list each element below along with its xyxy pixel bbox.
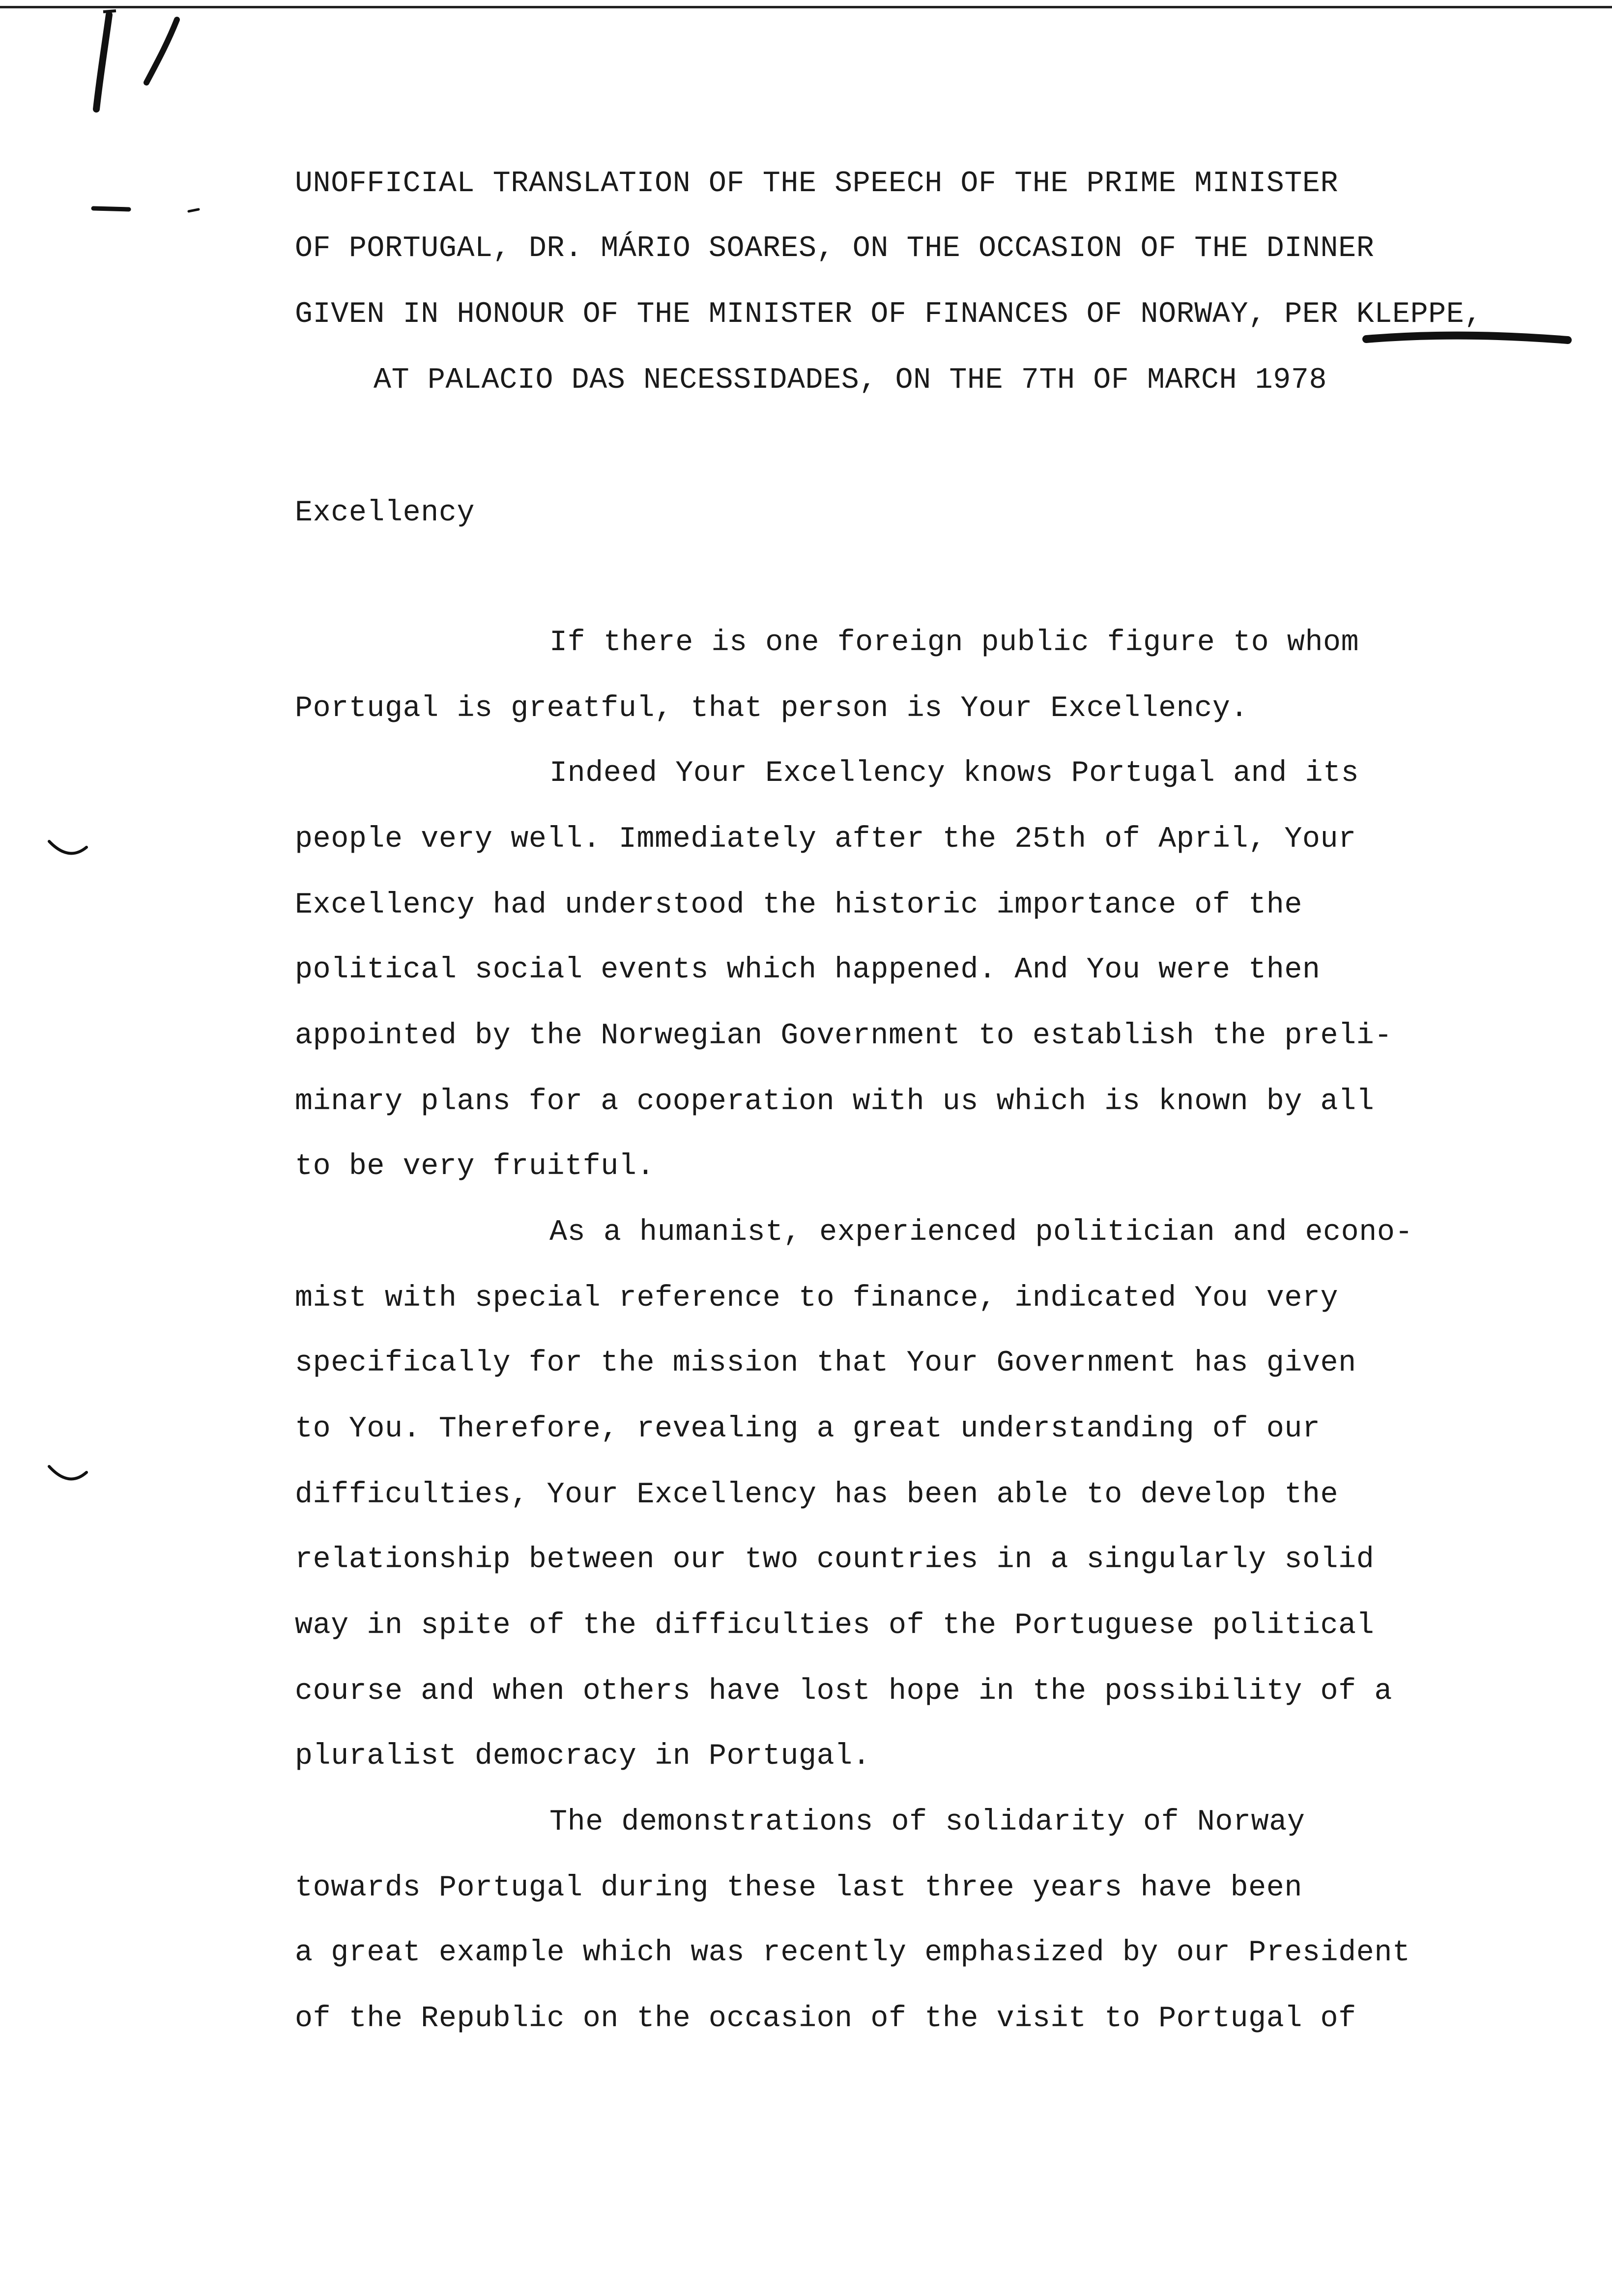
- heading-line: AT PALACIO DAS NECESSIDADES, ON THE 7TH OF MARCH 1978: [374, 364, 1327, 397]
- tick-mark-icon: [103, 11, 116, 12]
- body-line: way in spite of the difficulties of the Portuguese political: [295, 1609, 1375, 1642]
- body-line: relationship between our two countries in a singularly solid: [295, 1543, 1375, 1577]
- slash-mark-icon: [96, 15, 109, 109]
- underline-mark-icon: [1366, 336, 1568, 340]
- body-line: to You. Therefore, revealing a great understanding of our: [295, 1412, 1321, 1446]
- heading-line: OF PORTUGAL, DR. MÁRIO SOARES, ON THE OCCASION OF THE DINNER: [295, 232, 1375, 265]
- body-line: of the Republic on the occasion of the visit to Portugal of: [295, 2002, 1356, 2036]
- dash-mark-icon: [189, 209, 199, 211]
- top-rule: [0, 6, 1612, 8]
- heading-line: GIVEN IN HONOUR OF THE MINISTER OF FINANCES OF NORWAY, PER KLEPPE,: [295, 298, 1482, 331]
- body-line: specifically for the mission that Your Government has given: [295, 1347, 1356, 1380]
- body-line: Excellency had understood the historic importance of the: [295, 889, 1302, 922]
- heading-line: UNOFFICIAL TRANSLATION OF THE SPEECH OF THE PRIME MINISTER: [295, 167, 1339, 201]
- salutation: Excellency: [295, 496, 475, 530]
- body-line: to be very fruitful.: [295, 1150, 655, 1183]
- body-line: people very well. Immediately after the 25th of April, Your: [295, 823, 1356, 856]
- body-line: minary plans for a cooperation with us which is known by all: [295, 1085, 1375, 1119]
- dash-mark-icon: [93, 208, 129, 209]
- body-line: If there is one foreign public figure to whom: [549, 626, 1359, 660]
- body-line: difficulties, Your Excellency has been able to develop the: [295, 1478, 1339, 1512]
- body-line: political social events which happened. And You were then: [295, 953, 1321, 987]
- body-line: As a humanist, experienced politician and econo-: [549, 1216, 1413, 1249]
- check-mark-icon: [49, 841, 86, 854]
- body-line: mist with special reference to finance, indicated You very: [295, 1282, 1339, 1315]
- body-line: a great example which was recently emphasized by our President: [295, 1936, 1410, 1970]
- body-line: pluralist democracy in Portugal.: [295, 1740, 871, 1773]
- slash-mark-icon: [146, 20, 177, 83]
- body-line: Portugal is greatful, that person is Your Excellency.: [295, 692, 1249, 725]
- body-line: towards Portugal during these last three years have been: [295, 1871, 1302, 1905]
- body-line: Indeed Your Excellency knows Portugal and its: [549, 757, 1359, 790]
- body-line: course and when others have lost hope in the possibility of a: [295, 1675, 1392, 1708]
- check-mark-icon: [49, 1466, 86, 1479]
- body-line: appointed by the Norwegian Government to establish the preli-: [295, 1019, 1392, 1053]
- body-line: The demonstrations of solidarity of Norway: [549, 1806, 1305, 1839]
